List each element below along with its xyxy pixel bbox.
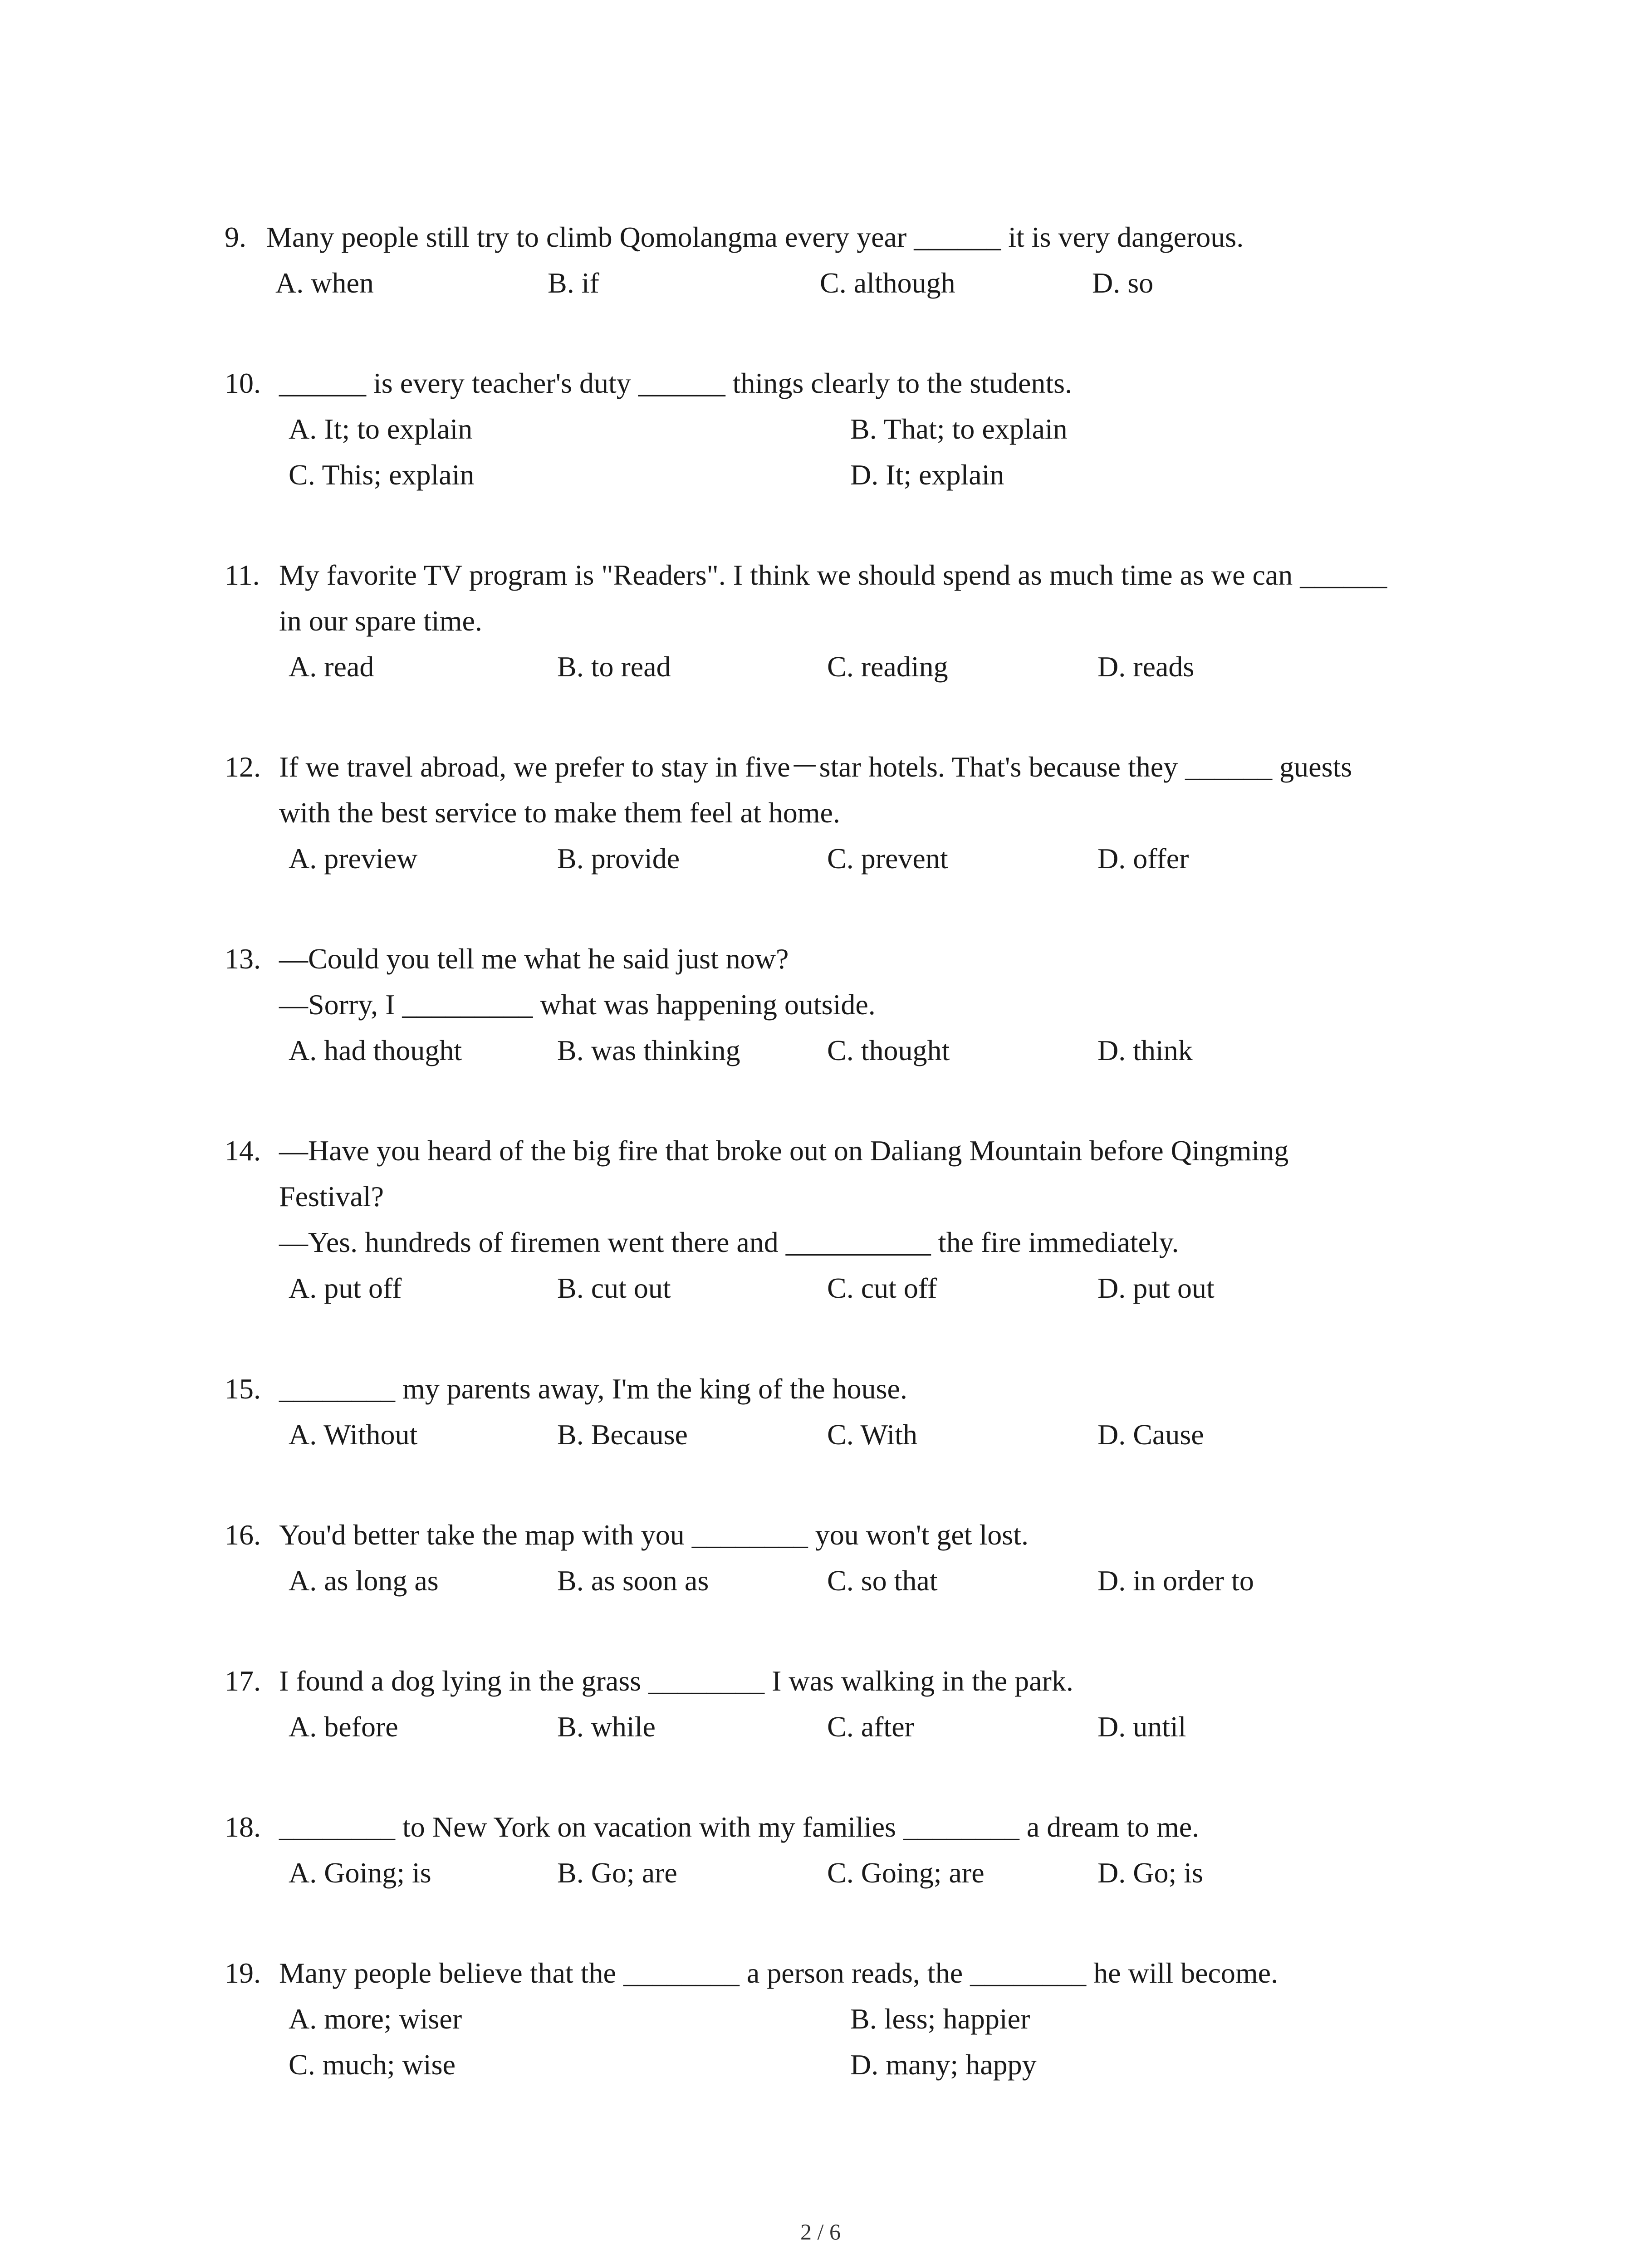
question-text-continued: —Yes. hundreds of firemen went there and __________ the fire immediately. bbox=[279, 1226, 1179, 1258]
option-b: B. was thinking bbox=[557, 1034, 740, 1066]
option-b: B. Go; are bbox=[557, 1857, 677, 1889]
question-number: 9. bbox=[225, 221, 246, 253]
option-a: A. preview bbox=[289, 842, 418, 875]
option-a: A. before bbox=[289, 1711, 398, 1743]
option-a: A. more; wiser bbox=[289, 2003, 462, 2035]
option-a: A. had thought bbox=[289, 1034, 462, 1066]
option-c: C. after bbox=[827, 1711, 914, 1743]
question-number: 14. bbox=[225, 1134, 261, 1167]
option-b: B. to read bbox=[557, 650, 671, 683]
question-text: ________ my parents away, I'm the king of the house. bbox=[279, 1373, 907, 1405]
question-text: If we travel abroad, we prefer to stay in five－star hotels. That's because they ______ guests bbox=[279, 751, 1352, 783]
option-c: C. reading bbox=[827, 650, 948, 683]
option-b: B. provide bbox=[557, 842, 680, 875]
option-b: B. as soon as bbox=[557, 1564, 709, 1597]
question-text-continued: Festival? bbox=[279, 1180, 384, 1212]
option-c: C. much; wise bbox=[289, 2048, 456, 2081]
question-number: 17. bbox=[225, 1665, 261, 1697]
option-d: D. put out bbox=[1097, 1272, 1215, 1304]
question-number: 15. bbox=[225, 1373, 261, 1405]
question-text: —Could you tell me what he said just now? bbox=[279, 943, 789, 975]
question-text: —Have you heard of the big fire that broke out on Daliang Mountain before Qingming bbox=[279, 1134, 1289, 1167]
question-text: Many people still try to climb Qomolangma every year ______ it is very dangerous. bbox=[266, 221, 1244, 253]
option-c: C. Going; are bbox=[827, 1857, 985, 1889]
question-number: 13. bbox=[225, 943, 261, 975]
question-text-continued: in our spare time. bbox=[279, 605, 482, 637]
question-text-continued: —Sorry, I _________ what was happening outside. bbox=[279, 988, 876, 1021]
page-number: 2 / 6 bbox=[800, 2219, 841, 2244]
option-b: B. less; happier bbox=[850, 2003, 1030, 2035]
option-b: B. if bbox=[548, 267, 599, 299]
option-d: D. many; happy bbox=[850, 2048, 1037, 2081]
option-d: D. Cause bbox=[1097, 1418, 1204, 1451]
question-number: 18. bbox=[225, 1811, 261, 1843]
question-text: You'd better take the map with you ________ you won't get lost. bbox=[279, 1519, 1029, 1551]
question-number: 19. bbox=[225, 1957, 261, 1989]
question-number: 16. bbox=[225, 1519, 261, 1551]
option-b: B. That; to explain bbox=[850, 413, 1068, 445]
option-a: A. read bbox=[289, 650, 374, 683]
option-a: A. Going; is bbox=[289, 1857, 431, 1889]
option-d: D. offer bbox=[1097, 842, 1189, 875]
option-d: D. until bbox=[1097, 1711, 1186, 1743]
option-d: D. so bbox=[1092, 267, 1154, 299]
option-c: C. prevent bbox=[827, 842, 948, 875]
option-c: C. although bbox=[820, 267, 955, 299]
option-d: D. reads bbox=[1097, 650, 1195, 683]
question-number: 10. bbox=[225, 367, 261, 399]
question-text: My favorite TV program is "Readers". I think we should spend as much time as we can ______ bbox=[279, 559, 1387, 591]
question-number: 12. bbox=[225, 751, 261, 783]
question-number: 11. bbox=[225, 559, 260, 591]
option-c: C. cut off bbox=[827, 1272, 937, 1304]
option-d: D. think bbox=[1097, 1034, 1193, 1066]
option-d: D. Go; is bbox=[1097, 1857, 1203, 1889]
option-a: A. as long as bbox=[289, 1564, 439, 1597]
option-a: A. It; to explain bbox=[289, 413, 473, 445]
option-a: A. Without bbox=[289, 1418, 418, 1451]
option-b: B. cut out bbox=[557, 1272, 671, 1304]
option-b: B. Because bbox=[557, 1418, 688, 1451]
option-c: C. This; explain bbox=[289, 459, 475, 491]
question-text: ______ is every teacher's duty ______ things clearly to the students. bbox=[279, 367, 1073, 399]
question-text: Many people believe that the ________ a person reads, the ________ he will become. bbox=[279, 1957, 1279, 1989]
option-c: C. thought bbox=[827, 1034, 950, 1066]
option-d: D. in order to bbox=[1097, 1564, 1254, 1597]
option-c: C. With bbox=[827, 1418, 917, 1451]
question-text: ________ to New York on vacation with my families ________ a dream to me. bbox=[279, 1811, 1200, 1843]
option-c: C. so that bbox=[827, 1564, 938, 1597]
option-a: A. when bbox=[275, 267, 374, 299]
question-text-continued: with the best service to make them feel at home. bbox=[279, 797, 840, 829]
question-text: I found a dog lying in the grass ________ I was walking in the park. bbox=[279, 1665, 1073, 1697]
option-d: D. It; explain bbox=[850, 459, 1004, 491]
option-b: B. while bbox=[557, 1711, 656, 1743]
option-a: A. put off bbox=[289, 1272, 402, 1304]
